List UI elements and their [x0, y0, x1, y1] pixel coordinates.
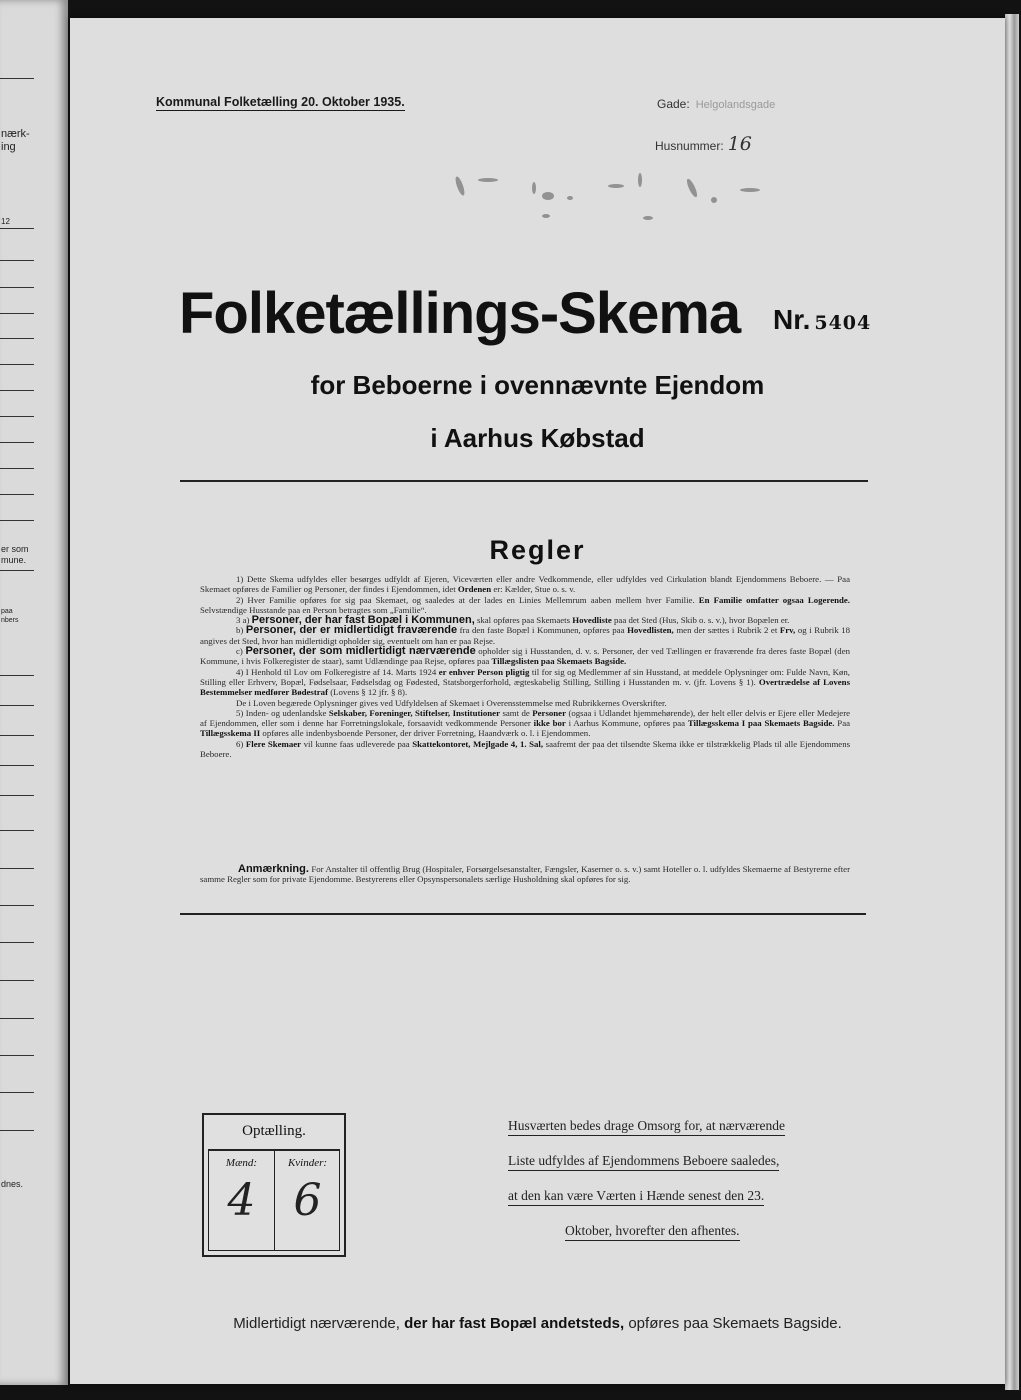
form-subtitle-city: i Aarhus Købstad: [430, 423, 645, 453]
rule-3b: b) Personer, der er midlertidigt fraværende fra den faste Bopæl i Kommunen, opføres paa Hovedlisten, men der sættes i Rubrik 2 et Frv, og i Rubrik 18 angives det Sted, hvor han midlertidigt opholder sig, eventuelt om han er paa Rejse.: [200, 624, 851, 646]
rules-body: [200, 574, 850, 759]
house-number-label: Husnummer:: [655, 139, 724, 153]
left-page-strip: [0, 0, 68, 1385]
page-edge: [1005, 14, 1019, 1390]
rule-4-note: De i Loven begærede Oplysninger gives ved Udfyldelsen af Skemaet i Overensstemmelse med Rubrikkernes Overskrifter.: [236, 697, 667, 708]
footer-note: Midlertidigt nærværende, der har fast Bopæl andetsteds, opføres paa Skemaets Bagside.: [233, 1315, 842, 1332]
left-page-fragment: er som mune.: [1, 544, 29, 565]
notice-line: Oktober, hvorefter den afhentes.: [565, 1223, 740, 1241]
rule-2: 2) Hver Familie opføres for sig paa Skemaet, og saaledes at der lades en Linies Mellemrum aaben mellem hver Familie. En Familie omfatter ogsaa Logerende. Selvstændige Husstande paa en Person betragtes som „Familie“.: [200, 594, 850, 615]
count-box: [202, 1113, 346, 1257]
rules-heading: Regler: [489, 535, 586, 565]
divider: [180, 480, 868, 482]
form-title: Folketællings-Skema: [179, 281, 741, 346]
note-text: For Anstalter til offentlig Brug (Hospitaler, Forsørgelsesanstalter, Fængsler, Kaserner o. s. v.) samt Hoteller o. l. udfyldes Skemaerne af Bestyrerne efter samme Regler som for private Ejendomme. Bestyrerens eller Opsynspersonalets særlige Husholdning skal opføres for sig.: [200, 864, 851, 885]
rule-3a: 3 a) Personer, der har fast Bopæl i Kommunen, skal opføres paa Skemaets Hovedliste paa det Sted (Hus, Skib o. s. v.), hvor Bopælen er.: [236, 614, 790, 627]
rule-1: 1) Dette Skema udfyldes eller besørges udfyldt af Ejeren, Viceværten eller andre Vedkommende, eller udfyldes ved Cirkulation blandt Ejendommens Beboere. — Paa Skemaet opføres de Familier og Personer, der findes i Ejendommen, idet Ordenen er: Kælder, Stue o. s. v.: [200, 574, 850, 595]
street-label: Gade:: [657, 97, 690, 111]
notice-line: at den kan være Værten i Hænde senest den 23.: [508, 1188, 764, 1206]
street-value: Helgolandsgade: [695, 99, 776, 111]
ink-smudges: [430, 158, 790, 238]
rule-6: 6) Flere Skemaer vil kunne faas udleverede paa Skattekontoret, Mejlgade 4, 1. Sal, saafremt der paa det tilsendte Skema ikke er tilstrækkelig Plads til alle Ejendommens Beboere.: [200, 738, 851, 760]
census-form-page: [70, 18, 1005, 1384]
left-page-fragment: paa nbers: [1, 608, 19, 624]
left-page-fragment: 12: [1, 217, 10, 226]
divider: [180, 913, 866, 915]
rule-3c: c) Personer, der som midlertidigt nærværende opholder sig i Husstanden, d. v. s. Personer, der ved Tællingen er fraværende fra deres faste Bopæl (den Kommune, i hvis Folkeregister de staar), samt Udlændinge paa Rejse, opføres paa Tillægslisten paa Skemaets Bagside.: [200, 645, 851, 667]
left-page-rule: [0, 78, 34, 79]
rule-5: 5) Inden- og udenlandske Selskaber, Foreninger, Stiftelser, Institutioner samt de Personer (ogsaa i Udlandet hjemmehørende), der helt eller delvis er Ejere eller Medejere af Ejendommen, eller som i denne har Forretningslokale, forsaavidt vedkommende Personer ikke bor i Aarhus Kommune, opføres paa Tillægsskema I paa Skemaets Bagside. Paa Tillægsskema II opføres alle indenbysboende Personer, der driver Forretning, Haandværk o. l. i Ejendommen.: [200, 707, 851, 739]
left-page-fragment: dnes.: [1, 1179, 24, 1189]
notice-line: Liste udfyldes af Ejendommens Beboere saaledes,: [508, 1153, 779, 1171]
count-title: Optælling.: [242, 1123, 306, 1139]
house-number-row: [655, 133, 752, 155]
form-number: [773, 304, 871, 336]
form-number-label: Nr.: [773, 304, 811, 335]
note-heading: Anmærkning.: [238, 863, 309, 875]
street-row: [657, 97, 775, 111]
rule-4: 4) I Henhold til Lov om Folkeregistre af 14. Marts 1924 er enhver Person pligtig til for sig og Medlemmer af sin Husstand, at meddele Oplysninger om: Fulde Navn, Køn, Stilling eller Erhverv, Bopæl, Fødselsaar, Fødselsdag og Fødested, Statsborgerforhold, ægteskabelig Stilling, Stilling i Husstanden m. v. (jfr. Lovens § 1). Overtrædelse af Lovens Bestemmelser medfører Bødestraf (Lovens § 12 jfr. § 8).: [200, 666, 851, 698]
notice-line: Husværten bedes drage Omsorg for, at nærværende: [508, 1118, 785, 1136]
note-paragraph: [200, 864, 850, 885]
form-number-value: 5404: [814, 312, 872, 334]
house-number-value: 16: [727, 133, 752, 155]
women-label: Kvinder:: [287, 1157, 328, 1169]
census-heading: Kommunal Folketælling 20. Oktober 1935.: [156, 95, 405, 109]
left-page-fragment: nærk- ing: [1, 128, 30, 153]
count-grid: [208, 1149, 340, 1251]
men-label: Mænd:: [225, 1157, 258, 1169]
women-count: 6: [293, 1175, 322, 1226]
form-subtitle: for Beboerne i ovennævnte Ejendom: [310, 370, 765, 400]
men-count: 4: [227, 1175, 256, 1226]
